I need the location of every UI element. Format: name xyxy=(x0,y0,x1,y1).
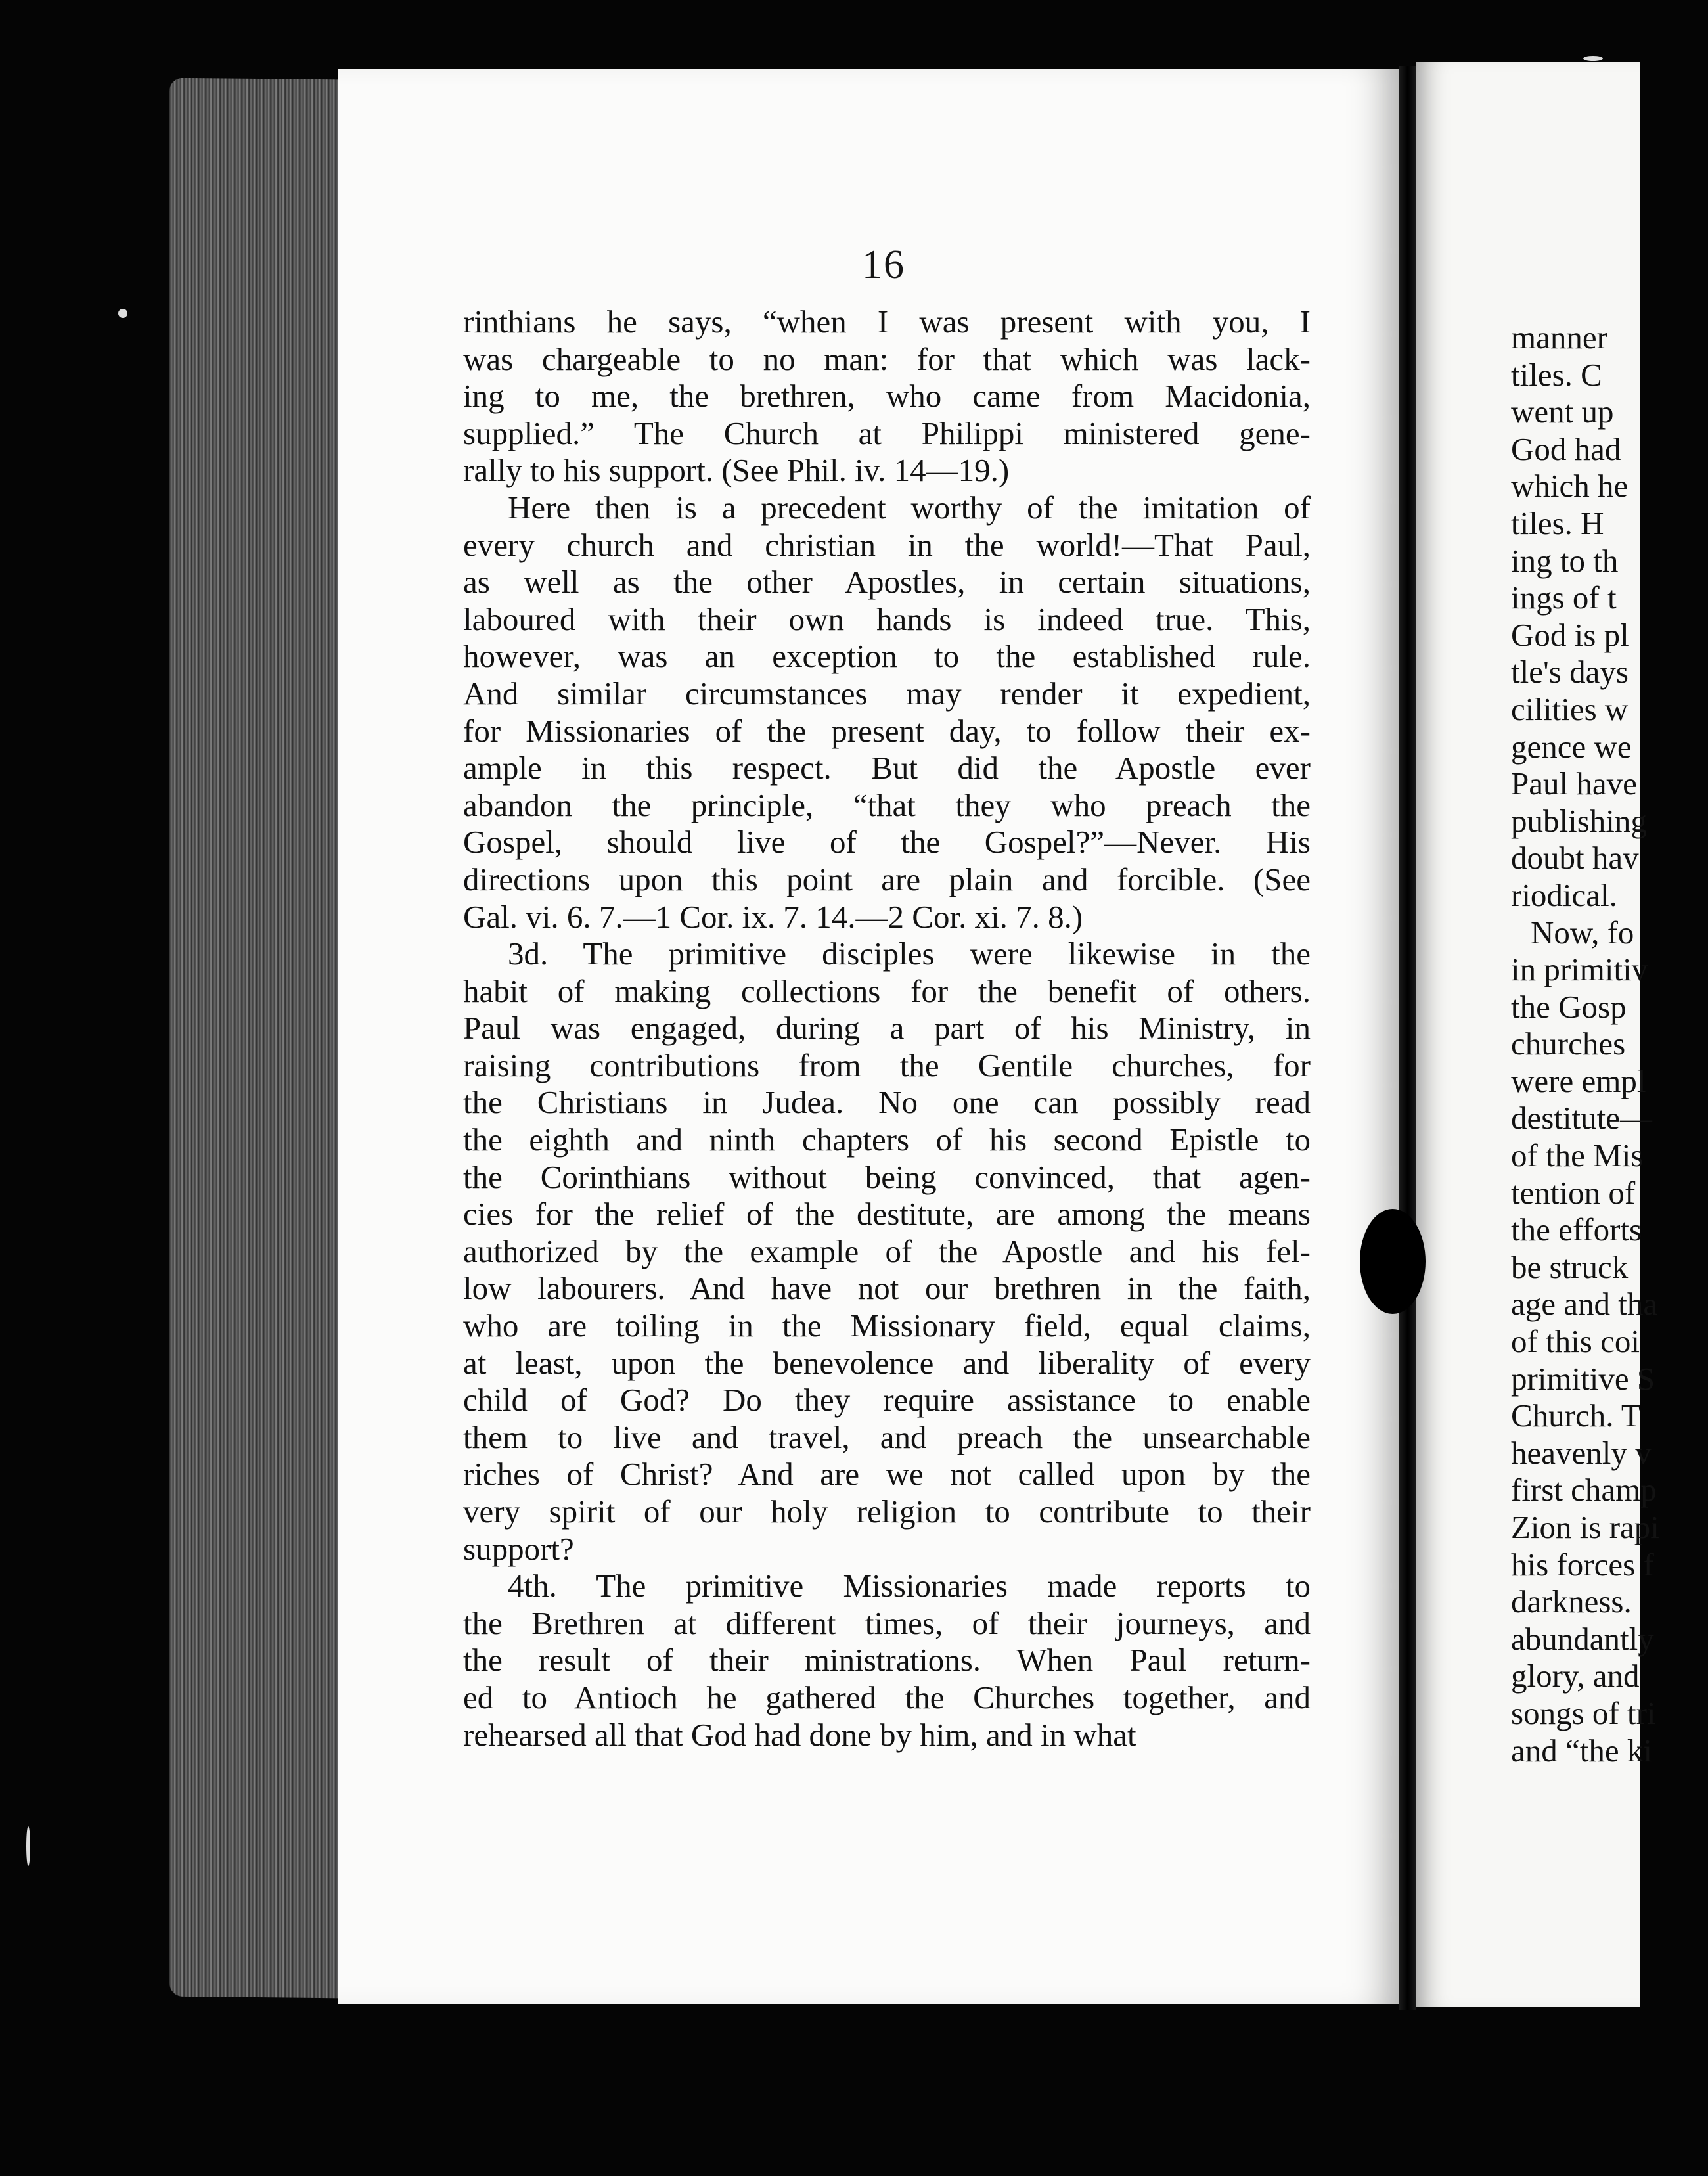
text-line: the Christians in Judea. No one can possibly read xyxy=(463,1084,1311,1121)
page-number: 16 xyxy=(862,242,905,287)
book-page-edges xyxy=(169,78,342,1999)
text-line: Now, fo xyxy=(1531,914,1634,951)
text-line: in primitiv xyxy=(1511,951,1648,988)
text-line: God had xyxy=(1511,430,1621,467)
text-line: the Brethren at different times, of their journeys, and xyxy=(463,1604,1311,1641)
text-line: support? xyxy=(463,1530,574,1567)
text-line: directions upon this point are plain and forcible. (See xyxy=(463,861,1311,897)
text-line: his forces f xyxy=(1511,1546,1654,1583)
text-line: Gospel, should live of the Gospel?”—Never. His xyxy=(463,824,1311,861)
text-line: ing to me, the brethren, who came from Macidonia, xyxy=(463,378,1311,415)
text-line: Church. T xyxy=(1511,1397,1641,1434)
text-line: as well as the other Apostles, in certain situations, xyxy=(463,564,1311,601)
text-line: age and tha xyxy=(1511,1286,1658,1323)
text-line: them to live and travel, and preach the unsearchable xyxy=(463,1418,1311,1455)
text-line: the result of their ministrations. When Paul return- xyxy=(463,1642,1311,1679)
text-line: glory, and xyxy=(1511,1658,1640,1694)
text-line: riodical. xyxy=(1511,876,1617,913)
left-page-text xyxy=(463,304,1311,1754)
text-line: heavenly v xyxy=(1511,1434,1652,1471)
text-line: tiles. C xyxy=(1511,356,1602,393)
text-line: habit of making collections for the benefit of others. xyxy=(463,972,1311,1009)
dust-speck xyxy=(1583,56,1603,61)
text-line: every church and christian in the world!—That Paul, xyxy=(463,526,1311,563)
text-line: at least, upon the benevolence and liberality of every xyxy=(463,1344,1311,1381)
text-line: cilities w xyxy=(1511,691,1629,727)
text-line: and “the ki xyxy=(1511,1732,1652,1769)
text-line: songs of tri xyxy=(1511,1694,1656,1731)
text-line: who are toiling in the Missionary field, equal claims, xyxy=(463,1307,1311,1344)
text-line: Here then is a precedent worthy of the imitation of xyxy=(508,489,1311,526)
text-line: the eighth and ninth chapters of his second Epistle to xyxy=(463,1122,1311,1158)
text-line: for Missionaries of the present day, to follow their ex- xyxy=(463,712,1311,749)
text-line: ings of t xyxy=(1511,579,1617,616)
text-line: rinthians he says, “when I was present with you, I xyxy=(463,304,1311,340)
text-line: tention of xyxy=(1511,1174,1636,1211)
text-line: low labourers. And have not our brethren in the faith, xyxy=(463,1270,1311,1307)
text-line: very spirit of our holy religion to contribute to their xyxy=(463,1493,1311,1530)
book-gutter xyxy=(1399,66,1416,2010)
text-line: the Gosp xyxy=(1511,988,1627,1025)
text-line: abandon the principle, “that they who preach the xyxy=(463,786,1311,823)
text-line: And similar circumstances may render it expedient, xyxy=(463,675,1311,712)
text-line: laboured with their own hands is indeed true. This, xyxy=(463,601,1311,637)
text-line: rally to his support. (See Phil. iv. 14—19.) xyxy=(463,452,1010,489)
right-page-text xyxy=(1511,319,1708,1769)
text-line: however, was an exception to the established rule. xyxy=(463,638,1311,675)
text-line: of this coi xyxy=(1511,1323,1640,1360)
text-line: supplied.” The Church at Philippi ministered gene- xyxy=(463,415,1311,451)
text-line: destitute— xyxy=(1511,1100,1653,1137)
text-line: Paul was engaged, during a part of his Ministry, in xyxy=(463,1010,1311,1047)
text-line: first champ xyxy=(1511,1472,1657,1508)
text-line: cies for the relief of the destitute, are among the means xyxy=(463,1196,1311,1233)
text-line: ample in this respect. But did the Apostle ever xyxy=(463,750,1311,786)
text-line: primitive S xyxy=(1511,1360,1655,1397)
text-line: abundantly xyxy=(1511,1620,1654,1657)
text-line: was chargeable to no man: for that which was lack- xyxy=(463,340,1311,377)
dust-speck xyxy=(26,1826,30,1866)
text-line: ing to th xyxy=(1511,542,1619,579)
text-line: which he xyxy=(1511,468,1629,505)
text-line: tiles. H xyxy=(1511,505,1604,541)
text-line: Gal. vi. 6. 7.—1 Cor. ix. 7. 14.—2 Cor. xi. 7. 8.) xyxy=(463,898,1083,935)
text-line: the efforts xyxy=(1511,1212,1642,1248)
text-line: 4th. The primitive Missionaries made reports to xyxy=(508,1568,1311,1604)
text-line: the Corinthians without being convinced, that agen- xyxy=(463,1158,1311,1195)
text-line: churches xyxy=(1511,1026,1626,1062)
text-line: Paul have xyxy=(1511,765,1637,802)
text-line: 3d. The primitive disciples were likewise in the xyxy=(508,936,1311,972)
text-line: God is pl xyxy=(1511,616,1629,653)
ink-blot xyxy=(1360,1209,1426,1314)
text-line: doubt hav xyxy=(1511,840,1639,876)
text-line: ed to Antioch he gathered the Churches together, and xyxy=(463,1679,1311,1715)
text-line: raising contributions from the Gentile churches, for xyxy=(463,1047,1311,1083)
text-line: Zion is rapi xyxy=(1511,1509,1659,1545)
text-line: authorized by the example of the Apostle and his fel- xyxy=(463,1233,1311,1269)
text-line: rehearsed all that God had done by him, and in what xyxy=(463,1716,1136,1753)
text-line: of the Mis xyxy=(1511,1137,1644,1174)
text-line: manner xyxy=(1511,319,1607,355)
text-line: darkness. xyxy=(1511,1583,1632,1620)
dust-speck xyxy=(118,309,127,318)
text-line: child of God? Do they require assistance to enable xyxy=(463,1382,1311,1418)
text-line: gence we xyxy=(1511,728,1632,765)
text-line: tle's days xyxy=(1511,654,1629,691)
text-line: were empl xyxy=(1511,1062,1646,1099)
text-line: publishing xyxy=(1511,802,1647,839)
text-line: riches of Christ? And are we not called upon by the xyxy=(463,1456,1311,1493)
text-line: be struck xyxy=(1511,1248,1629,1285)
text-line: went up xyxy=(1511,394,1614,430)
